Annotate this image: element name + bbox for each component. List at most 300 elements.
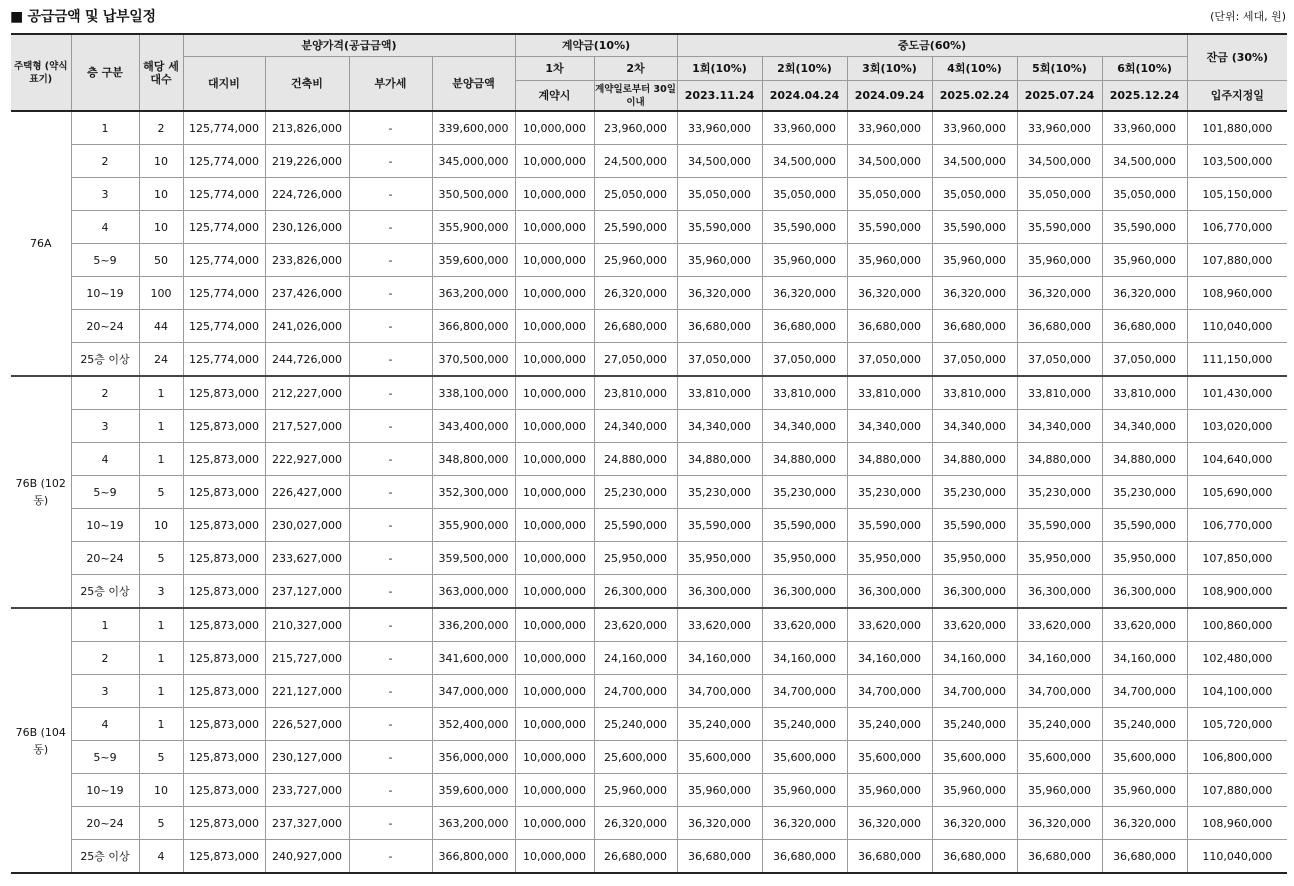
- building-cost-cell: 217,527,000: [265, 410, 349, 443]
- middle-6-cell: 34,160,000: [1102, 642, 1187, 675]
- building-cost-cell: 221,127,000: [265, 675, 349, 708]
- sale-price-cell: 370,500,000: [432, 343, 515, 377]
- vat-cell: -: [349, 741, 432, 774]
- land-cost-cell: 125,873,000: [183, 542, 265, 575]
- vat-cell: -: [349, 807, 432, 840]
- deposit-2-cell: 24,700,000: [594, 675, 677, 708]
- balance-cell: 103,500,000: [1187, 145, 1287, 178]
- deposit-1-cell: 10,000,000: [515, 277, 594, 310]
- middle-2-cell: 33,620,000: [762, 608, 847, 642]
- middle-4-cell: 35,590,000: [932, 509, 1017, 542]
- deposit-2-cell: 23,620,000: [594, 608, 677, 642]
- unit-count-cell: 1: [139, 443, 183, 476]
- land-cost-cell: 125,873,000: [183, 410, 265, 443]
- unit-note: (단위: 세대, 원): [1210, 10, 1286, 23]
- middle-4-cell: 37,050,000: [932, 343, 1017, 377]
- vat-cell: -: [349, 111, 432, 145]
- middle-2-cell: 34,880,000: [762, 443, 847, 476]
- building-cost-cell: 213,826,000: [265, 111, 349, 145]
- deposit-2-cell: 25,950,000: [594, 542, 677, 575]
- unit-count-cell: 50: [139, 244, 183, 277]
- middle-1-cell: 35,050,000: [677, 178, 762, 211]
- floor-cell: 20~24: [71, 310, 139, 343]
- building-cost-cell: 240,927,000: [265, 840, 349, 874]
- land-cost-cell: 125,873,000: [183, 840, 265, 874]
- middle-6-cell: 35,600,000: [1102, 741, 1187, 774]
- vat-cell: -: [349, 642, 432, 675]
- middle-1-cell: 34,340,000: [677, 410, 762, 443]
- middle-1-cell: 36,680,000: [677, 840, 762, 874]
- floor-cell: 3: [71, 675, 139, 708]
- balance-cell: 108,900,000: [1187, 575, 1287, 609]
- land-cost-cell: 125,774,000: [183, 178, 265, 211]
- middle-2-cell: 35,950,000: [762, 542, 847, 575]
- middle-4-cell: 33,960,000: [932, 111, 1017, 145]
- unit-count-cell: 10: [139, 211, 183, 244]
- unit-count-cell: 5: [139, 807, 183, 840]
- supply-price-table: [11, 33, 1287, 874]
- middle-1-cell: 36,320,000: [677, 807, 762, 840]
- land-cost-cell: 125,873,000: [183, 376, 265, 410]
- balance-cell: 105,690,000: [1187, 476, 1287, 509]
- middle-6-cell: 34,340,000: [1102, 410, 1187, 443]
- header-middle-4: 4회(10%): [932, 57, 1017, 81]
- building-cost-cell: 210,327,000: [265, 608, 349, 642]
- floor-cell: 10~19: [71, 774, 139, 807]
- middle-4-cell: 35,600,000: [932, 741, 1017, 774]
- sale-price-cell: 355,900,000: [432, 211, 515, 244]
- building-cost-cell: 212,227,000: [265, 376, 349, 410]
- balance-cell: 107,880,000: [1187, 244, 1287, 277]
- middle-4-cell: 34,500,000: [932, 145, 1017, 178]
- middle-6-cell: 35,960,000: [1102, 244, 1187, 277]
- vat-cell: -: [349, 509, 432, 542]
- header-middle-5: 5회(10%): [1017, 57, 1102, 81]
- table-row: [11, 708, 1287, 741]
- middle-1-cell: 35,240,000: [677, 708, 762, 741]
- building-cost-cell: 222,927,000: [265, 443, 349, 476]
- middle-2-cell: 35,960,000: [762, 244, 847, 277]
- sale-price-cell: 348,800,000: [432, 443, 515, 476]
- balance-cell: 110,040,000: [1187, 310, 1287, 343]
- land-cost-cell: 125,774,000: [183, 343, 265, 377]
- middle-5-cell: 36,680,000: [1017, 840, 1102, 874]
- building-cost-cell: 237,127,000: [265, 575, 349, 609]
- deposit-2-cell: 24,160,000: [594, 642, 677, 675]
- floor-cell: 5~9: [71, 476, 139, 509]
- header-vat: 부가세: [349, 57, 432, 112]
- deposit-2-cell: 26,680,000: [594, 840, 677, 874]
- middle-2-cell: 35,590,000: [762, 211, 847, 244]
- middle-6-cell: 36,680,000: [1102, 310, 1187, 343]
- floor-cell: 10~19: [71, 509, 139, 542]
- middle-6-cell: 35,230,000: [1102, 476, 1187, 509]
- middle-2-cell: 36,680,000: [762, 310, 847, 343]
- floor-cell: 5~9: [71, 741, 139, 774]
- deposit-2-cell: 23,960,000: [594, 111, 677, 145]
- table-row: [11, 376, 1287, 410]
- land-cost-cell: 125,873,000: [183, 774, 265, 807]
- deposit-2-cell: 24,340,000: [594, 410, 677, 443]
- middle-5-cell: 36,320,000: [1017, 807, 1102, 840]
- middle-6-cell: 33,960,000: [1102, 111, 1187, 145]
- building-cost-cell: 230,126,000: [265, 211, 349, 244]
- floor-cell: 1: [71, 608, 139, 642]
- land-cost-cell: 125,873,000: [183, 741, 265, 774]
- group-76b-102: [11, 376, 1287, 608]
- vat-cell: -: [349, 145, 432, 178]
- middle-3-cell: 36,680,000: [847, 840, 932, 874]
- unit-count-cell: 1: [139, 708, 183, 741]
- middle-5-cell: 34,160,000: [1017, 642, 1102, 675]
- deposit-2-cell: 25,050,000: [594, 178, 677, 211]
- middle-6-cell: 33,620,000: [1102, 608, 1187, 642]
- middle-4-cell: 33,810,000: [932, 376, 1017, 410]
- middle-3-cell: 36,680,000: [847, 310, 932, 343]
- vat-cell: -: [349, 443, 432, 476]
- land-cost-cell: 125,774,000: [183, 145, 265, 178]
- table-row: [11, 145, 1287, 178]
- land-cost-cell: 125,873,000: [183, 608, 265, 642]
- building-cost-cell: 215,727,000: [265, 642, 349, 675]
- middle-1-cell: 34,500,000: [677, 145, 762, 178]
- header-type: 주택형 (약식 표기): [11, 34, 71, 111]
- land-cost-cell: 125,873,000: [183, 509, 265, 542]
- building-cost-cell: 237,327,000: [265, 807, 349, 840]
- deposit-1-cell: 10,000,000: [515, 774, 594, 807]
- vat-cell: -: [349, 211, 432, 244]
- deposit-1-cell: 10,000,000: [515, 376, 594, 410]
- sale-price-cell: 339,600,000: [432, 111, 515, 145]
- sale-price-cell: 352,400,000: [432, 708, 515, 741]
- table-row: [11, 410, 1287, 443]
- table-row: [11, 840, 1287, 874]
- header-price-group: 분양가격(공급금액): [183, 34, 515, 57]
- deposit-1-cell: 10,000,000: [515, 542, 594, 575]
- deposit-1-cell: 10,000,000: [515, 476, 594, 509]
- building-cost-cell: 233,826,000: [265, 244, 349, 277]
- header-balance-time: 입주지정일: [1187, 81, 1287, 112]
- floor-cell: 4: [71, 211, 139, 244]
- sale-price-cell: 356,000,000: [432, 741, 515, 774]
- middle-1-cell: 34,160,000: [677, 642, 762, 675]
- building-cost-cell: 241,026,000: [265, 310, 349, 343]
- middle-2-cell: 34,500,000: [762, 145, 847, 178]
- middle-1-cell: 35,230,000: [677, 476, 762, 509]
- middle-6-cell: 36,300,000: [1102, 575, 1187, 609]
- middle-4-cell: 35,960,000: [932, 244, 1017, 277]
- middle-6-cell: 35,960,000: [1102, 774, 1187, 807]
- middle-6-cell: 35,050,000: [1102, 178, 1187, 211]
- deposit-2-cell: 24,500,000: [594, 145, 677, 178]
- header-middle-4-date: 2025.02.24: [932, 81, 1017, 112]
- table-row: [11, 542, 1287, 575]
- header-middle-6-date: 2025.12.24: [1102, 81, 1187, 112]
- sale-price-cell: 359,600,000: [432, 244, 515, 277]
- deposit-1-cell: 10,000,000: [515, 343, 594, 377]
- middle-2-cell: 36,300,000: [762, 575, 847, 609]
- middle-4-cell: 35,590,000: [932, 211, 1017, 244]
- deposit-1-cell: 10,000,000: [515, 310, 594, 343]
- middle-2-cell: 37,050,000: [762, 343, 847, 377]
- land-cost-cell: 125,774,000: [183, 277, 265, 310]
- balance-cell: 104,640,000: [1187, 443, 1287, 476]
- middle-2-cell: 35,600,000: [762, 741, 847, 774]
- table-row: [11, 476, 1287, 509]
- floor-cell: 5~9: [71, 244, 139, 277]
- building-cost-cell: 237,426,000: [265, 277, 349, 310]
- deposit-2-cell: 23,810,000: [594, 376, 677, 410]
- middle-1-cell: 33,960,000: [677, 111, 762, 145]
- table-row: [11, 575, 1287, 609]
- sale-price-cell: 366,800,000: [432, 310, 515, 343]
- vat-cell: -: [349, 343, 432, 377]
- unit-count-cell: 2: [139, 111, 183, 145]
- middle-1-cell: 33,810,000: [677, 376, 762, 410]
- deposit-2-cell: 25,590,000: [594, 211, 677, 244]
- group-76b-104: [11, 608, 1287, 873]
- deposit-2-cell: 26,300,000: [594, 575, 677, 609]
- middle-5-cell: 36,320,000: [1017, 277, 1102, 310]
- middle-5-cell: 33,960,000: [1017, 111, 1102, 145]
- header-floor: 층 구분: [71, 34, 139, 111]
- balance-cell: 108,960,000: [1187, 277, 1287, 310]
- middle-1-cell: 36,320,000: [677, 277, 762, 310]
- sale-price-cell: 363,000,000: [432, 575, 515, 609]
- middle-1-cell: 36,300,000: [677, 575, 762, 609]
- middle-2-cell: 35,240,000: [762, 708, 847, 741]
- header-middle-1: 1회(10%): [677, 57, 762, 81]
- header-units: 해당 세대수: [139, 34, 183, 111]
- sale-price-cell: 359,600,000: [432, 774, 515, 807]
- unit-count-cell: 1: [139, 410, 183, 443]
- header-deposit-group: 계약금(10%): [515, 34, 677, 57]
- floor-cell: 2: [71, 376, 139, 410]
- middle-1-cell: 35,600,000: [677, 741, 762, 774]
- middle-5-cell: 35,050,000: [1017, 178, 1102, 211]
- middle-2-cell: 35,230,000: [762, 476, 847, 509]
- middle-3-cell: 36,320,000: [847, 807, 932, 840]
- middle-4-cell: 34,340,000: [932, 410, 1017, 443]
- balance-cell: 105,150,000: [1187, 178, 1287, 211]
- sale-price-cell: 341,600,000: [432, 642, 515, 675]
- middle-6-cell: 36,320,000: [1102, 277, 1187, 310]
- middle-3-cell: 34,160,000: [847, 642, 932, 675]
- header-building: 건축비: [265, 57, 349, 112]
- table-row: [11, 178, 1287, 211]
- middle-3-cell: 35,230,000: [847, 476, 932, 509]
- sale-price-cell: 352,300,000: [432, 476, 515, 509]
- balance-cell: 104,100,000: [1187, 675, 1287, 708]
- building-cost-cell: 230,027,000: [265, 509, 349, 542]
- balance-cell: 106,800,000: [1187, 741, 1287, 774]
- table-header: [11, 34, 1287, 111]
- land-cost-cell: 125,873,000: [183, 476, 265, 509]
- deposit-1-cell: 10,000,000: [515, 443, 594, 476]
- header-middle-5-date: 2025.07.24: [1017, 81, 1102, 112]
- group-76a: [11, 111, 1287, 376]
- vat-cell: -: [349, 410, 432, 443]
- sale-price-cell: 350,500,000: [432, 178, 515, 211]
- deposit-1-cell: 10,000,000: [515, 608, 594, 642]
- vat-cell: -: [349, 277, 432, 310]
- middle-1-cell: 35,950,000: [677, 542, 762, 575]
- vat-cell: -: [349, 608, 432, 642]
- middle-3-cell: 36,300,000: [847, 575, 932, 609]
- deposit-1-cell: 10,000,000: [515, 741, 594, 774]
- deposit-1-cell: 10,000,000: [515, 807, 594, 840]
- building-cost-cell: 226,427,000: [265, 476, 349, 509]
- header-middle-2-date: 2024.04.24: [762, 81, 847, 112]
- middle-6-cell: 35,240,000: [1102, 708, 1187, 741]
- deposit-1-cell: 10,000,000: [515, 244, 594, 277]
- vat-cell: -: [349, 774, 432, 807]
- balance-cell: 110,040,000: [1187, 840, 1287, 874]
- page-title: ■ 공급금액 및 납부일정: [10, 9, 156, 25]
- sale-price-cell: 347,000,000: [432, 675, 515, 708]
- balance-cell: 106,770,000: [1187, 211, 1287, 244]
- unit-count-cell: 10: [139, 774, 183, 807]
- middle-3-cell: 35,960,000: [847, 244, 932, 277]
- middle-1-cell: 34,880,000: [677, 443, 762, 476]
- deposit-1-cell: 10,000,000: [515, 509, 594, 542]
- middle-5-cell: 35,240,000: [1017, 708, 1102, 741]
- deposit-2-cell: 24,880,000: [594, 443, 677, 476]
- middle-6-cell: 35,590,000: [1102, 211, 1187, 244]
- header-balance-group: 잔금 (30%): [1187, 34, 1287, 81]
- table-row: [11, 244, 1287, 277]
- middle-6-cell: 36,320,000: [1102, 807, 1187, 840]
- unit-count-cell: 10: [139, 509, 183, 542]
- middle-3-cell: 35,950,000: [847, 542, 932, 575]
- middle-6-cell: 35,590,000: [1102, 509, 1187, 542]
- header-middle-2: 2회(10%): [762, 57, 847, 81]
- building-cost-cell: 226,527,000: [265, 708, 349, 741]
- unit-count-cell: 5: [139, 741, 183, 774]
- sale-price-cell: 363,200,000: [432, 807, 515, 840]
- middle-3-cell: 33,960,000: [847, 111, 932, 145]
- middle-5-cell: 35,950,000: [1017, 542, 1102, 575]
- middle-2-cell: 36,320,000: [762, 807, 847, 840]
- floor-cell: 4: [71, 708, 139, 741]
- land-cost-cell: 125,873,000: [183, 443, 265, 476]
- land-cost-cell: 125,873,000: [183, 575, 265, 609]
- sale-price-cell: 338,100,000: [432, 376, 515, 410]
- deposit-2-cell: 26,320,000: [594, 807, 677, 840]
- balance-cell: 106,770,000: [1187, 509, 1287, 542]
- land-cost-cell: 125,873,000: [183, 675, 265, 708]
- floor-cell: 4: [71, 443, 139, 476]
- middle-5-cell: 36,680,000: [1017, 310, 1102, 343]
- table-row: [11, 310, 1287, 343]
- deposit-2-cell: 27,050,000: [594, 343, 677, 377]
- header-middle-1-date: 2023.11.24: [677, 81, 762, 112]
- middle-4-cell: 36,320,000: [932, 807, 1017, 840]
- vat-cell: -: [349, 840, 432, 874]
- building-cost-cell: 219,226,000: [265, 145, 349, 178]
- table-row: [11, 443, 1287, 476]
- middle-6-cell: 36,680,000: [1102, 840, 1187, 874]
- deposit-1-cell: 10,000,000: [515, 840, 594, 874]
- deposit-1-cell: 10,000,000: [515, 211, 594, 244]
- unit-count-cell: 10: [139, 145, 183, 178]
- middle-5-cell: 34,340,000: [1017, 410, 1102, 443]
- header-deposit-2-time: 계약일로부터 30일 이내: [594, 81, 677, 112]
- middle-4-cell: 34,880,000: [932, 443, 1017, 476]
- middle-2-cell: 36,680,000: [762, 840, 847, 874]
- vat-cell: -: [349, 708, 432, 741]
- middle-3-cell: 34,880,000: [847, 443, 932, 476]
- middle-1-cell: 35,960,000: [677, 774, 762, 807]
- middle-4-cell: 35,230,000: [932, 476, 1017, 509]
- deposit-1-cell: 10,000,000: [515, 642, 594, 675]
- middle-4-cell: 35,050,000: [932, 178, 1017, 211]
- middle-5-cell: 37,050,000: [1017, 343, 1102, 377]
- header-price: 분양금액: [432, 57, 515, 112]
- floor-cell: 25층 이상: [71, 343, 139, 377]
- vat-cell: -: [349, 675, 432, 708]
- table-row: [11, 774, 1287, 807]
- balance-cell: 107,880,000: [1187, 774, 1287, 807]
- sale-price-cell: 336,200,000: [432, 608, 515, 642]
- middle-2-cell: 35,590,000: [762, 509, 847, 542]
- floor-cell: 3: [71, 178, 139, 211]
- middle-2-cell: 34,160,000: [762, 642, 847, 675]
- middle-6-cell: 34,700,000: [1102, 675, 1187, 708]
- middle-3-cell: 34,340,000: [847, 410, 932, 443]
- deposit-1-cell: 10,000,000: [515, 111, 594, 145]
- middle-1-cell: 34,700,000: [677, 675, 762, 708]
- table-row: [11, 741, 1287, 774]
- table-row: [11, 642, 1287, 675]
- floor-cell: 10~19: [71, 277, 139, 310]
- middle-5-cell: 33,810,000: [1017, 376, 1102, 410]
- middle-3-cell: 35,960,000: [847, 774, 932, 807]
- middle-3-cell: 34,500,000: [847, 145, 932, 178]
- middle-6-cell: 34,500,000: [1102, 145, 1187, 178]
- unit-count-cell: 100: [139, 277, 183, 310]
- housing-type-cell: 76B (104동): [11, 608, 71, 873]
- unit-count-cell: 24: [139, 343, 183, 377]
- floor-cell: 25층 이상: [71, 575, 139, 609]
- deposit-1-cell: 10,000,000: [515, 675, 594, 708]
- vat-cell: -: [349, 542, 432, 575]
- balance-cell: 111,150,000: [1187, 343, 1287, 377]
- middle-3-cell: 33,810,000: [847, 376, 932, 410]
- middle-2-cell: 35,050,000: [762, 178, 847, 211]
- deposit-2-cell: 26,320,000: [594, 277, 677, 310]
- sale-price-cell: 343,400,000: [432, 410, 515, 443]
- middle-3-cell: 35,240,000: [847, 708, 932, 741]
- sale-price-cell: 345,000,000: [432, 145, 515, 178]
- unit-count-cell: 5: [139, 476, 183, 509]
- middle-2-cell: 34,700,000: [762, 675, 847, 708]
- middle-5-cell: 35,960,000: [1017, 244, 1102, 277]
- middle-6-cell: 35,950,000: [1102, 542, 1187, 575]
- table-row: [11, 675, 1287, 708]
- unit-count-cell: 3: [139, 575, 183, 609]
- land-cost-cell: 125,873,000: [183, 708, 265, 741]
- floor-cell: 3: [71, 410, 139, 443]
- floor-cell: 2: [71, 642, 139, 675]
- middle-1-cell: 35,590,000: [677, 509, 762, 542]
- middle-3-cell: 34,700,000: [847, 675, 932, 708]
- unit-count-cell: 5: [139, 542, 183, 575]
- unit-count-cell: 4: [139, 840, 183, 874]
- middle-4-cell: 34,160,000: [932, 642, 1017, 675]
- middle-2-cell: 35,960,000: [762, 774, 847, 807]
- land-cost-cell: 125,774,000: [183, 310, 265, 343]
